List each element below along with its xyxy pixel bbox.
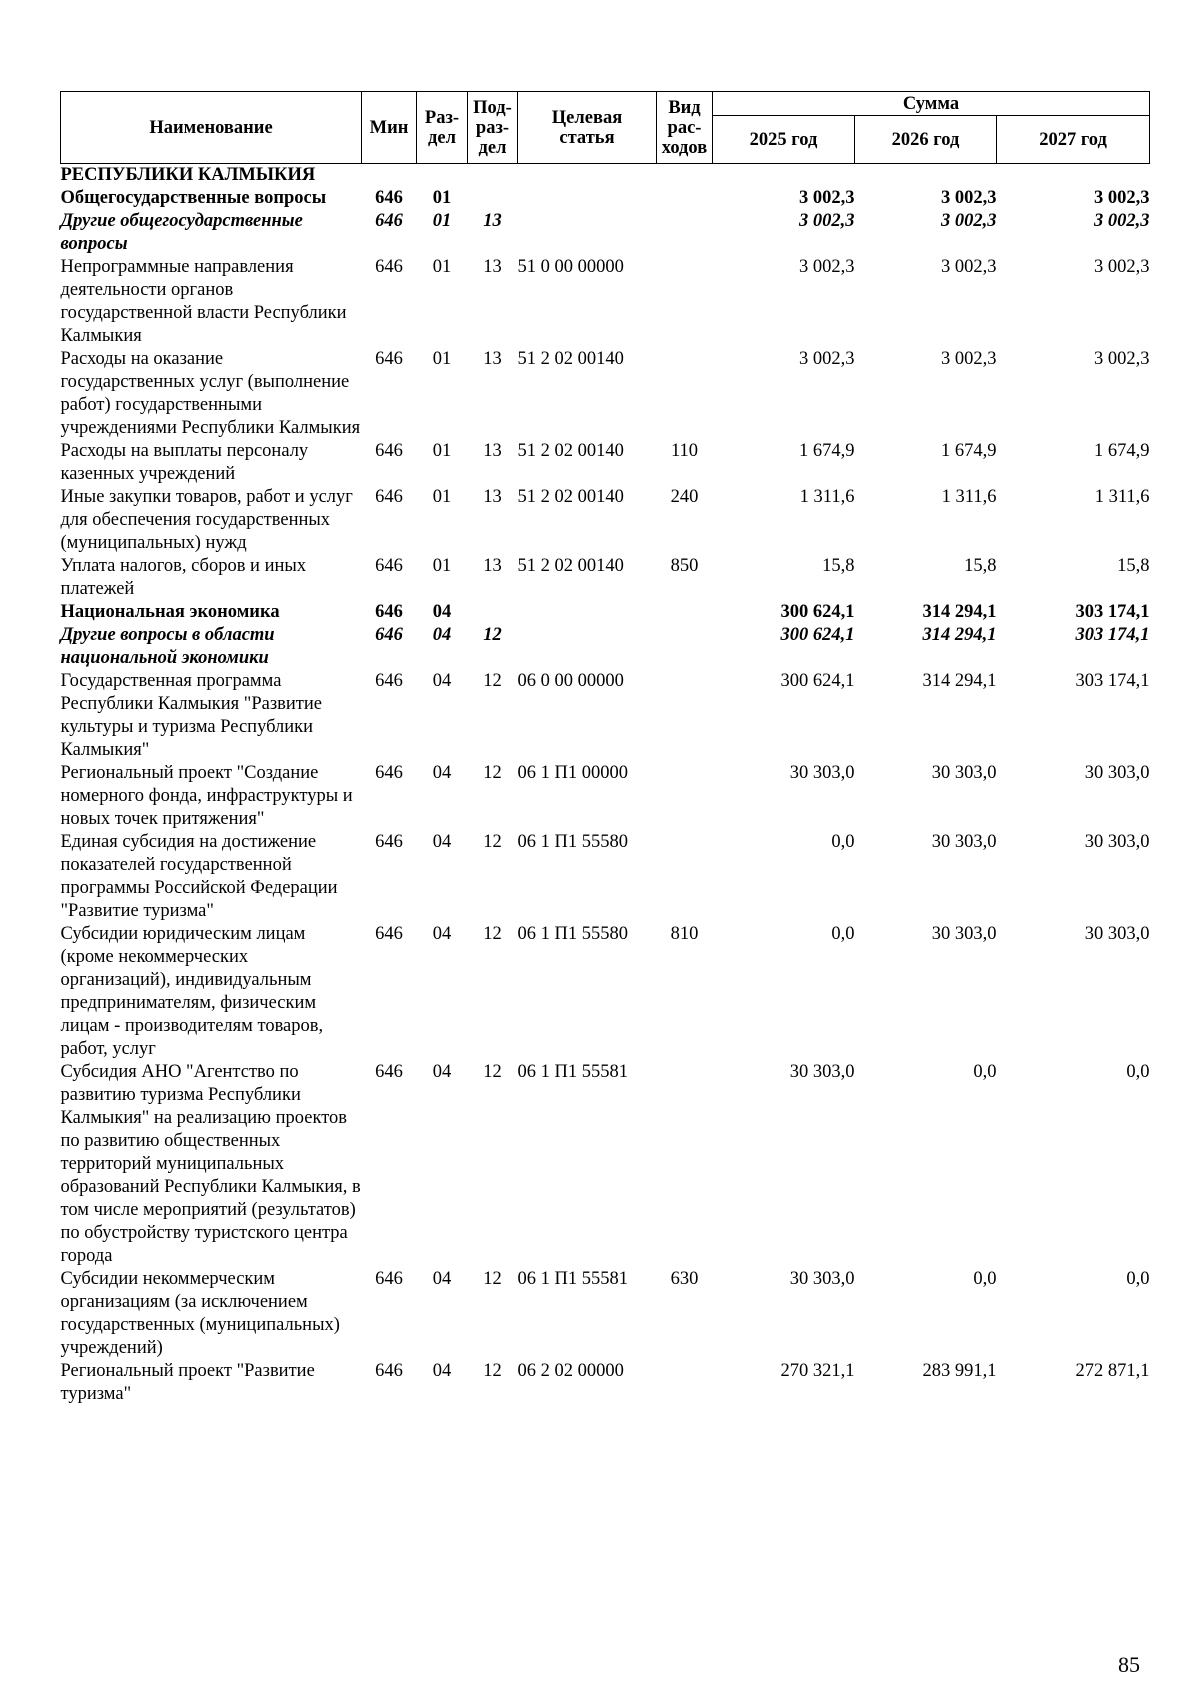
row-sum-2025: 1 674,9 — [799, 441, 855, 461]
row-podrazdel: 13 — [483, 487, 502, 507]
row-celevaya — [518, 210, 657, 256]
row-sum-2027: 0,0 — [1126, 1062, 1150, 1082]
row-name: Субсидии юридическим лицам (кроме некоммерческих организаций), индивидуальным предпринимателям, физическим лицам - производителям товаров, работ, услуг — [60, 924, 324, 1059]
row-celevaya: 51 2 02 00140 — [517, 487, 624, 507]
row-celevaya — [518, 601, 657, 624]
row-razdel: 04 — [432, 1361, 452, 1381]
row-sum-2025: 3 002,3 — [799, 257, 855, 277]
row-sum-2026: 0,0 — [973, 1269, 997, 1289]
row-sum-2027: 3 002,3 — [1094, 211, 1150, 231]
row-name: РЕСПУБЛИКИ КАЛМЫКИЯ — [60, 165, 316, 185]
row-sum-2027: 303 174,1 — [1075, 625, 1150, 645]
row-celevaya: 06 2 02 00000 — [517, 1361, 624, 1381]
row-name: Субсидии некоммерческим организациям (за исключением государственных (муниципальных) учреждений) — [60, 1269, 340, 1358]
row-min: 646 — [375, 1269, 403, 1289]
table-row — [61, 256, 1150, 348]
table-row — [61, 762, 1150, 831]
budget-table — [60, 91, 1150, 1406]
row-min: 646 — [375, 671, 403, 691]
row-sum-2025: 3 002,3 — [799, 211, 855, 231]
col-header-2027: 2027 год — [997, 116, 1150, 164]
row-name: Другие общегосударственные вопросы — [60, 211, 303, 254]
table-row — [61, 923, 1150, 1061]
row-razdel: 01 — [432, 556, 452, 576]
row-razdel: 04 — [432, 625, 452, 645]
table-row — [61, 187, 1150, 210]
row-razdel — [417, 164, 468, 188]
row-razdel: 04 — [432, 1062, 452, 1082]
table-row — [61, 1360, 1150, 1406]
col-header-name: Наименование — [61, 92, 362, 164]
row-min: 646 — [375, 625, 403, 645]
row-celevaya: 06 1 П1 00000 — [517, 763, 628, 783]
table-row — [61, 348, 1150, 440]
row-sum-2025: 0,0 — [831, 924, 855, 944]
col-header-podrazdel: Под- раз- дел — [468, 92, 518, 164]
row-sum-2026: 3 002,3 — [941, 349, 997, 369]
row-name: Уплата налогов, сборов и иных платежей — [60, 556, 307, 599]
table-row — [61, 670, 1150, 762]
col-header-2025: 2025 год — [713, 116, 855, 164]
row-vid — [657, 1360, 713, 1406]
row-sum-2027 — [997, 164, 1150, 188]
row-min: 646 — [375, 487, 403, 507]
row-name: Региональный проект "Развитие туризма" — [60, 1361, 315, 1404]
row-vid: 240 — [670, 487, 699, 507]
row-vid: 110 — [670, 441, 699, 461]
row-name: Расходы на выплаты персоналу казенных учреждений — [60, 441, 309, 484]
row-celevaya: 06 1 П1 55581 — [517, 1062, 628, 1082]
row-min: 646 — [375, 188, 403, 208]
row-name: Непрограммные направления деятельности органов государственной власти Республики Калмыкия — [60, 257, 347, 346]
row-name: Другие вопросы в области национальной экономики — [60, 625, 275, 668]
row-celevaya — [518, 164, 657, 188]
row-celevaya: 51 2 02 00140 — [517, 441, 624, 461]
row-sum-2025: 300 624,1 — [780, 671, 855, 691]
row-sum-2025: 30 303,0 — [789, 1269, 855, 1289]
row-sum-2025: 300 624,1 — [780, 602, 855, 622]
row-min: 646 — [375, 257, 403, 277]
row-sum-2026: 30 303,0 — [931, 763, 997, 783]
col-header-2026: 2026 год — [855, 116, 997, 164]
row-vid: 810 — [670, 924, 699, 944]
row-name: Государственная программа Республики Калмыкия "Развитие культуры и туризма Республики Калмыкия" — [60, 671, 322, 760]
row-celevaya: 06 1 П1 55580 — [517, 832, 628, 852]
table-row — [61, 555, 1150, 601]
row-razdel: 01 — [432, 349, 452, 369]
row-min: 646 — [375, 1062, 403, 1082]
row-razdel: 01 — [432, 487, 452, 507]
row-sum-2025: 0,0 — [831, 832, 855, 852]
table-row — [61, 601, 1150, 624]
row-sum-2025 — [713, 164, 855, 188]
row-celevaya: 06 1 П1 55580 — [517, 924, 628, 944]
row-sum-2026: 1 674,9 — [941, 441, 997, 461]
row-min: 646 — [375, 556, 403, 576]
row-podrazdel — [468, 164, 518, 188]
row-podrazdel: 13 — [483, 257, 502, 277]
row-celevaya — [518, 624, 657, 670]
table-row — [61, 1268, 1150, 1360]
row-sum-2026: 3 002,3 — [941, 257, 997, 277]
row-sum-2027: 3 002,3 — [1094, 257, 1150, 277]
row-sum-2027: 1 674,9 — [1094, 441, 1150, 461]
row-celevaya: 51 2 02 00140 — [517, 349, 624, 369]
row-sum-2025: 1 311,6 — [799, 487, 855, 507]
row-min — [362, 164, 417, 188]
row-podrazdel: 13 — [483, 441, 502, 461]
row-vid — [657, 210, 713, 256]
table-row — [61, 440, 1150, 486]
row-vid — [657, 164, 713, 188]
row-sum-2026: 314 294,1 — [922, 602, 997, 622]
row-vid: 630 — [670, 1269, 699, 1289]
row-sum-2026: 0,0 — [973, 1062, 997, 1082]
row-razdel: 01 — [432, 257, 452, 277]
row-sum-2027: 272 871,1 — [1075, 1361, 1150, 1381]
row-name: Региональный проект "Создание номерного фонда, инфраструктуры и новых точек притяжения" — [60, 763, 353, 829]
row-vid — [657, 348, 713, 440]
row-sum-2025: 300 624,1 — [780, 625, 855, 645]
row-min: 646 — [375, 832, 403, 852]
table-row — [61, 624, 1150, 670]
table-row — [61, 164, 1150, 188]
row-min: 646 — [375, 602, 403, 622]
col-header-razdel: Раз- дел — [417, 92, 468, 164]
row-razdel: 04 — [432, 832, 452, 852]
row-sum-2026: 3 002,3 — [941, 211, 997, 231]
row-name: Единая субсидия на достижение показателей государственной программы Российской Федерации "Развитие туризма" — [60, 832, 338, 921]
row-podrazdel: 12 — [483, 671, 502, 691]
row-razdel: 04 — [432, 1269, 452, 1289]
row-sum-2027: 15,8 — [1117, 556, 1150, 576]
row-sum-2025: 270 321,1 — [780, 1361, 855, 1381]
table-header — [61, 92, 1150, 164]
row-min: 646 — [375, 924, 403, 944]
col-header-summa: Сумма — [713, 92, 1150, 116]
row-celevaya — [518, 187, 657, 210]
row-min: 646 — [375, 211, 403, 231]
row-podrazdel — [468, 187, 518, 210]
row-sum-2026 — [855, 164, 997, 188]
table-row — [61, 486, 1150, 555]
row-sum-2026: 314 294,1 — [922, 625, 997, 645]
row-podrazdel: 12 — [483, 625, 502, 645]
row-celevaya: 06 1 П1 55581 — [517, 1269, 628, 1289]
row-podrazdel: 12 — [483, 1062, 502, 1082]
row-sum-2027: 0,0 — [1126, 1269, 1150, 1289]
row-razdel: 04 — [432, 763, 452, 783]
row-vid — [657, 762, 713, 831]
row-min: 646 — [375, 763, 403, 783]
row-sum-2027: 303 174,1 — [1075, 671, 1150, 691]
row-razdel: 01 — [432, 211, 452, 231]
row-vid — [657, 187, 713, 210]
table-row — [61, 1061, 1150, 1268]
row-name: Расходы на оказание государственных услуг (выполнение работ) государственными учреждениями Республики Калмыкия — [60, 349, 361, 438]
page-number: 85 — [1118, 1652, 1140, 1677]
row-podrazdel: 13 — [483, 349, 502, 369]
row-sum-2025: 30 303,0 — [789, 1062, 855, 1082]
row-sum-2025: 3 002,3 — [799, 188, 855, 208]
col-header-min: Мин — [362, 92, 417, 164]
row-sum-2025: 30 303,0 — [789, 763, 855, 783]
row-name: Национальная экономика — [60, 602, 280, 622]
row-celevaya: 51 0 00 00000 — [517, 257, 624, 277]
row-sum-2025: 3 002,3 — [799, 349, 855, 369]
row-celevaya: 06 0 00 00000 — [517, 671, 624, 691]
row-vid — [657, 831, 713, 923]
row-sum-2026: 314 294,1 — [922, 671, 997, 691]
row-podrazdel: 13 — [483, 556, 502, 576]
row-vid — [657, 1061, 713, 1268]
row-sum-2026: 30 303,0 — [931, 832, 997, 852]
row-sum-2027: 30 303,0 — [1084, 763, 1150, 783]
row-podrazdel: 13 — [483, 211, 502, 231]
row-razdel: 04 — [432, 671, 452, 691]
row-name: Иные закупки товаров, работ и услуг для обеспечения государственных (муниципальных) нужд — [60, 487, 353, 553]
row-vid — [657, 601, 713, 624]
row-sum-2026: 1 311,6 — [941, 487, 997, 507]
row-razdel: 01 — [432, 188, 452, 208]
row-vid: 850 — [670, 556, 699, 576]
col-header-vid: Вид рас- ходов — [657, 92, 713, 164]
row-min: 646 — [375, 349, 403, 369]
row-sum-2027: 30 303,0 — [1084, 924, 1150, 944]
table-row — [61, 831, 1150, 923]
row-sum-2027: 3 002,3 — [1094, 349, 1150, 369]
row-sum-2027: 303 174,1 — [1075, 602, 1150, 622]
row-sum-2027: 3 002,3 — [1094, 188, 1150, 208]
row-razdel: 01 — [432, 441, 452, 461]
row-name: Общегосударственные вопросы — [60, 188, 327, 208]
row-razdel: 04 — [432, 924, 452, 944]
row-sum-2025: 15,8 — [822, 556, 855, 576]
col-header-celevaya: Целевая статья — [518, 92, 657, 164]
row-sum-2026: 3 002,3 — [941, 188, 997, 208]
row-podrazdel: 12 — [483, 763, 502, 783]
table-row — [61, 210, 1150, 256]
row-vid — [657, 624, 713, 670]
row-sum-2026: 283 991,1 — [922, 1361, 997, 1381]
row-min: 646 — [375, 441, 403, 461]
row-vid — [657, 256, 713, 348]
row-podrazdel: 12 — [483, 1269, 502, 1289]
row-sum-2027: 1 311,6 — [1094, 487, 1150, 507]
row-podrazdel — [468, 601, 518, 624]
row-vid — [657, 670, 713, 762]
row-podrazdel: 12 — [483, 1361, 502, 1381]
row-min: 646 — [375, 1361, 403, 1381]
row-sum-2027: 30 303,0 — [1084, 832, 1150, 852]
row-razdel: 04 — [432, 602, 452, 622]
row-podrazdel: 12 — [483, 924, 502, 944]
row-celevaya: 51 2 02 00140 — [517, 556, 624, 576]
row-sum-2026: 30 303,0 — [931, 924, 997, 944]
row-podrazdel: 12 — [483, 832, 502, 852]
row-sum-2026: 15,8 — [964, 556, 997, 576]
row-name: Субсидия АНО "Агентство по развитию туризма Республики Калмыкия" на реализацию проектов по развитию общественных территорий муниципальных образований Республики Калмыкия, в том числе мероприятий (результатов) по обустройству туристского центра города — [60, 1062, 361, 1266]
